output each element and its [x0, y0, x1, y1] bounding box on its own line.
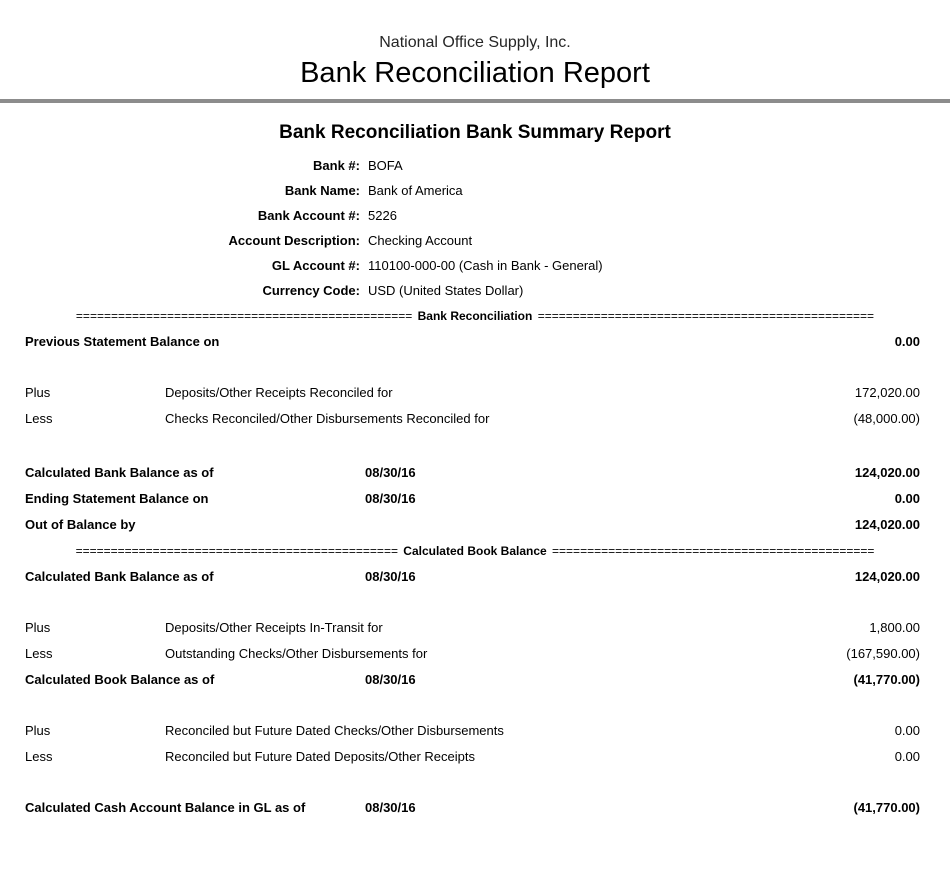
- field-value: 110100-000-00 (Cash in Bank - General): [368, 258, 603, 273]
- row-outstanding-checks: [0, 641, 950, 667]
- row-amount: (48,000.00): [853, 411, 920, 426]
- summary-field-bank-account-number: [0, 203, 950, 228]
- summary-field-bank-number: [0, 153, 950, 178]
- row-label: Calculated Book Balance as of: [25, 672, 215, 687]
- header-double-rule: [0, 99, 950, 103]
- row-deposits-in-transit: [0, 615, 950, 641]
- field-label: Bank #:: [313, 158, 360, 173]
- field-label: Bank Name:: [284, 183, 360, 198]
- summary-field-currency-code: [0, 278, 950, 303]
- row-label: Plus: [25, 620, 51, 635]
- summary-field-account-description: [0, 228, 950, 253]
- row-label: Less: [25, 749, 53, 764]
- field-label: GL Account #:: [271, 258, 360, 273]
- field-value: Bank of America: [368, 183, 463, 198]
- row-amount: 172,020.00: [854, 385, 920, 400]
- spacer: [0, 355, 950, 380]
- row-amount: 0.00: [894, 749, 920, 764]
- field-label: Account Description:: [228, 233, 360, 248]
- row-amount: 124,020.00: [854, 517, 920, 532]
- row-amount: 0.00: [894, 491, 920, 506]
- row-amount: 124,020.00: [854, 465, 920, 480]
- row-label: Plus: [25, 723, 51, 738]
- row-out-of-balance: [0, 512, 950, 538]
- row-calculated-cash-account-balance-gl: [0, 795, 950, 821]
- row-date: 08/30/16: [365, 491, 416, 506]
- row-checks-reconciled: [0, 406, 950, 432]
- row-label: Previous Statement Balance on: [25, 334, 220, 349]
- field-value: Checking Account: [368, 233, 473, 248]
- field-value: BOFA: [368, 158, 403, 173]
- row-amount: 1,800.00: [869, 620, 920, 635]
- row-amount: (41,770.00): [853, 672, 920, 687]
- row-calculated-bank-balance-2: [0, 564, 950, 590]
- row-label: Ending Statement Balance on: [25, 491, 209, 506]
- row-amount: 0.00: [894, 723, 920, 738]
- row-description: Checks Reconciled/Other Disbursements Reconciled for: [165, 411, 490, 426]
- field-label: Currency Code:: [262, 283, 360, 298]
- summary-title: Bank Reconciliation Bank Summary Report: [279, 122, 671, 143]
- spacer: [0, 590, 950, 615]
- row-label: Calculated Cash Account Balance in GL as of: [25, 800, 306, 815]
- row-description: Deposits/Other Receipts In-Transit for: [165, 620, 383, 635]
- row-date: 08/30/16: [365, 800, 416, 815]
- row-amount: (41,770.00): [853, 800, 920, 815]
- summary-field-bank-name: [0, 178, 950, 203]
- divider-equals-left: ==============================================: [75, 544, 398, 558]
- divider-equals-right: ================================================: [537, 309, 875, 323]
- row-label: Calculated Bank Balance as of: [25, 569, 214, 584]
- field-value: USD (United States Dollar): [368, 283, 524, 298]
- row-amount: 0.00: [894, 334, 920, 349]
- row-future-dated-checks: [0, 718, 950, 744]
- report-title: Bank Reconciliation Report: [300, 57, 650, 89]
- row-label: Less: [25, 411, 53, 426]
- row-previous-statement-balance: [0, 329, 950, 355]
- spacer: [0, 693, 950, 718]
- row-label: Less: [25, 646, 53, 661]
- row-amount: (167,590.00): [846, 646, 920, 661]
- divider-equals-left: ================================================: [75, 309, 413, 323]
- divider-equals-right: ==============================================: [552, 544, 875, 558]
- bank-reconciliation-divider: [0, 303, 950, 329]
- divider-title: Bank Reconciliation: [417, 309, 533, 323]
- row-calculated-bank-balance: [0, 460, 950, 486]
- row-amount: 124,020.00: [854, 569, 920, 584]
- row-description: Outstanding Checks/Other Disbursements for: [165, 646, 428, 661]
- row-label: Plus: [25, 385, 51, 400]
- row-ending-statement-balance: [0, 486, 950, 512]
- row-description: Reconciled but Future Dated Deposits/Other Receipts: [165, 749, 475, 764]
- divider-title: Calculated Book Balance: [403, 544, 547, 558]
- field-label: Bank Account #:: [257, 208, 360, 223]
- row-deposits-reconciled: [0, 380, 950, 406]
- field-value: 5226: [368, 208, 397, 223]
- row-future-dated-deposits: [0, 744, 950, 770]
- row-description: Deposits/Other Receipts Reconciled for: [165, 385, 393, 400]
- calculated-book-balance-divider: [0, 538, 950, 564]
- row-description: Reconciled but Future Dated Checks/Other Disbursements: [165, 723, 504, 738]
- row-calculated-book-balance: [0, 667, 950, 693]
- company-name: National Office Supply, Inc.: [379, 34, 571, 51]
- row-label: Calculated Bank Balance as of: [25, 465, 214, 480]
- row-date: 08/30/16: [365, 465, 416, 480]
- row-date: 08/30/16: [365, 569, 416, 584]
- summary-field-gl-account: [0, 253, 950, 278]
- spacer: [0, 770, 950, 795]
- row-label: Out of Balance by: [25, 517, 136, 532]
- row-date: 08/30/16: [365, 672, 416, 687]
- spacer: [0, 432, 950, 460]
